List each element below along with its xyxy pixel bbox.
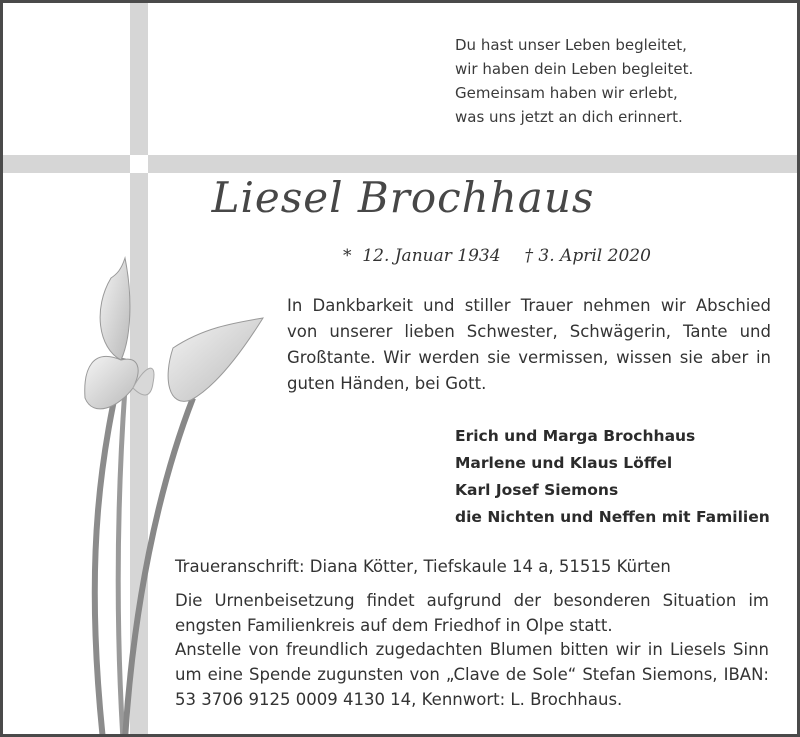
urn-burial-note: Die Urnenbeisetzung findet aufgrund der besonderen Situation im engsten Familienkreis auf dem Friedhof in Olpe statt.	[175, 591, 769, 635]
poem-line: wir haben dein Leben begleitet.	[455, 60, 694, 78]
poem-line: Du hast unser Leben begleitet,	[455, 36, 687, 54]
poem-line: Gemeinsam haben wir erlebt,	[455, 84, 678, 102]
intro-text: In Dankbarkeit und stiller Trauer nehmen wir Abschied von unserer lieben Schwester, Schwägerin, Tante und Großtante. Wir werden sie vermissen, wissen sie aber in guten Händen, bei Gott.	[287, 296, 771, 393]
birth-date: * 12. Januar 1934	[343, 246, 501, 266]
cross-center-gap	[130, 155, 148, 173]
donation-note: Anstelle von freundlich zugedachten Blumen bitten wir in Liesels Sinn um eine Spende zugunsten von „Clave de Sole“ Stefan Siemons, IBAN: 53 3706 9125 0009 4130 14, Kennwort: L. Brochhaus.	[175, 640, 769, 709]
family-member: Karl Josef Siemons	[455, 481, 619, 499]
deceased-name: Liesel Brochhaus	[211, 173, 595, 222]
mourning-address: Traueranschrift: Diana Kötter, Tiefskaule 14 a, 51515 Kürten	[175, 557, 671, 576]
family-member: Erich und Marga Brochhaus	[455, 427, 696, 445]
cross-horizontal-bar	[3, 155, 800, 173]
poem	[455, 33, 693, 129]
family-member: Marlene und Klaus Löffel	[455, 454, 673, 472]
family-list	[455, 423, 770, 531]
death-date: † 3. April 2020	[524, 246, 651, 266]
poem-line: was uns jetzt an dich erinnert.	[455, 108, 683, 126]
life-dates	[343, 246, 651, 266]
family-member: die Nichten und Neffen mit Familien	[455, 508, 770, 526]
